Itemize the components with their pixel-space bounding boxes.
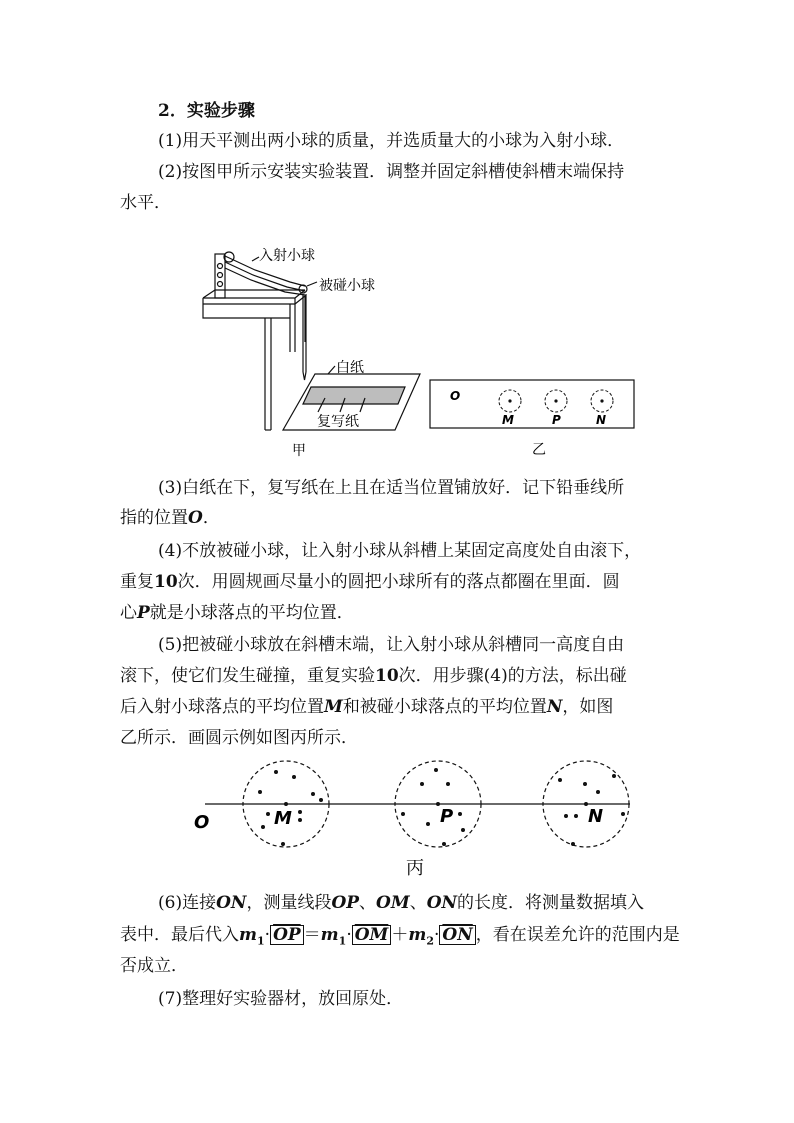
step-6-line-2: 表中．最后代入$m_1\cdot \overline{OP} =m_1\cdot \overline{OM} +m_2\cdot \overline{ON}$ ，看在误差允许的范围内是 <box>120 925 680 948</box>
step-6-line-1: (6)连接ON，测量线段OP、OM、ON的长度．将测量数据填入 <box>158 893 645 913</box>
step-3-line-1: (3)白纸在下，复写纸在上且在适当位置铺放好．记下铅垂线所 <box>158 478 625 498</box>
label-o: O <box>194 812 210 833</box>
segment-op: $\overline{OP}$ <box>270 925 304 945</box>
label-n: N <box>588 806 604 827</box>
carbon-paper <box>303 387 405 404</box>
step-4-line-1: (4)不放被碰小球，让入射小球从斜槽上某固定高度处自由滚下， <box>158 541 642 561</box>
step-5-line-3: 后入射小球落点的平均位置M和被碰小球落点的平均位置N，如图 <box>120 697 614 717</box>
label-p: P <box>552 413 561 427</box>
figure-bing <box>190 758 640 883</box>
label-n: N <box>596 413 607 427</box>
momentum-formula: $m_1\cdot \overline{OP} =m_1\cdot \overline{OM} +m_2\cdot \overline{ON}$ <box>239 925 476 945</box>
step-4-line-2: 重复10次．用圆规画尽量小的圆把小球所有的落点都圈在里面．圆 <box>120 572 620 592</box>
step-2-line-1: (2)按图甲所示安装实验装置．调整并固定斜槽使斜槽末端保持 <box>158 162 625 182</box>
label-p: P <box>440 806 454 827</box>
caption-jia: 甲 <box>292 443 306 459</box>
section-heading: 2．实验步骤 <box>158 101 255 121</box>
stand-post <box>215 254 225 298</box>
caption-bing: 丙 <box>406 858 424 879</box>
step-5-line-4: 乙所示．画圆示例如图丙所示． <box>120 728 358 748</box>
segment-om: $\overline{OM}$ <box>352 925 392 945</box>
step-5-line-2: 滚下，使它们发生碰撞，重复实验10次．用步骤(4)的方法，标出碰 <box>120 666 627 686</box>
label-incident-ball: 入射小球 <box>259 248 315 264</box>
figure-jia <box>195 242 425 462</box>
caption-yi: 乙 <box>532 442 546 458</box>
step-2-line-2: 水平． <box>120 193 171 213</box>
step-6-line-3: 否成立． <box>120 956 188 976</box>
step-5-line-1: (5)把被碰小球放在斜槽末端，让入射小球从斜槽同一高度自由 <box>158 635 625 655</box>
label-carbon-paper: 复写纸 <box>317 414 359 430</box>
step-1: (1)用天平测出两小球的质量，并选质量大的小球为入射小球． <box>158 131 625 151</box>
step-4-line-3: 心P就是小球落点的平均位置． <box>120 603 354 623</box>
label-m: M <box>502 413 514 427</box>
label-o: O <box>450 389 461 403</box>
step-7: (7)整理好实验器材，放回原处． <box>158 989 404 1009</box>
label-target-ball: 被碰小球 <box>319 278 375 294</box>
label-white-paper: 白纸 <box>336 360 364 376</box>
figure-yi <box>428 376 638 462</box>
label-m: M <box>274 808 292 829</box>
segment-on: $\overline{ON}$ <box>439 925 475 945</box>
step-3-line-2: 指的位置O． <box>120 508 220 528</box>
